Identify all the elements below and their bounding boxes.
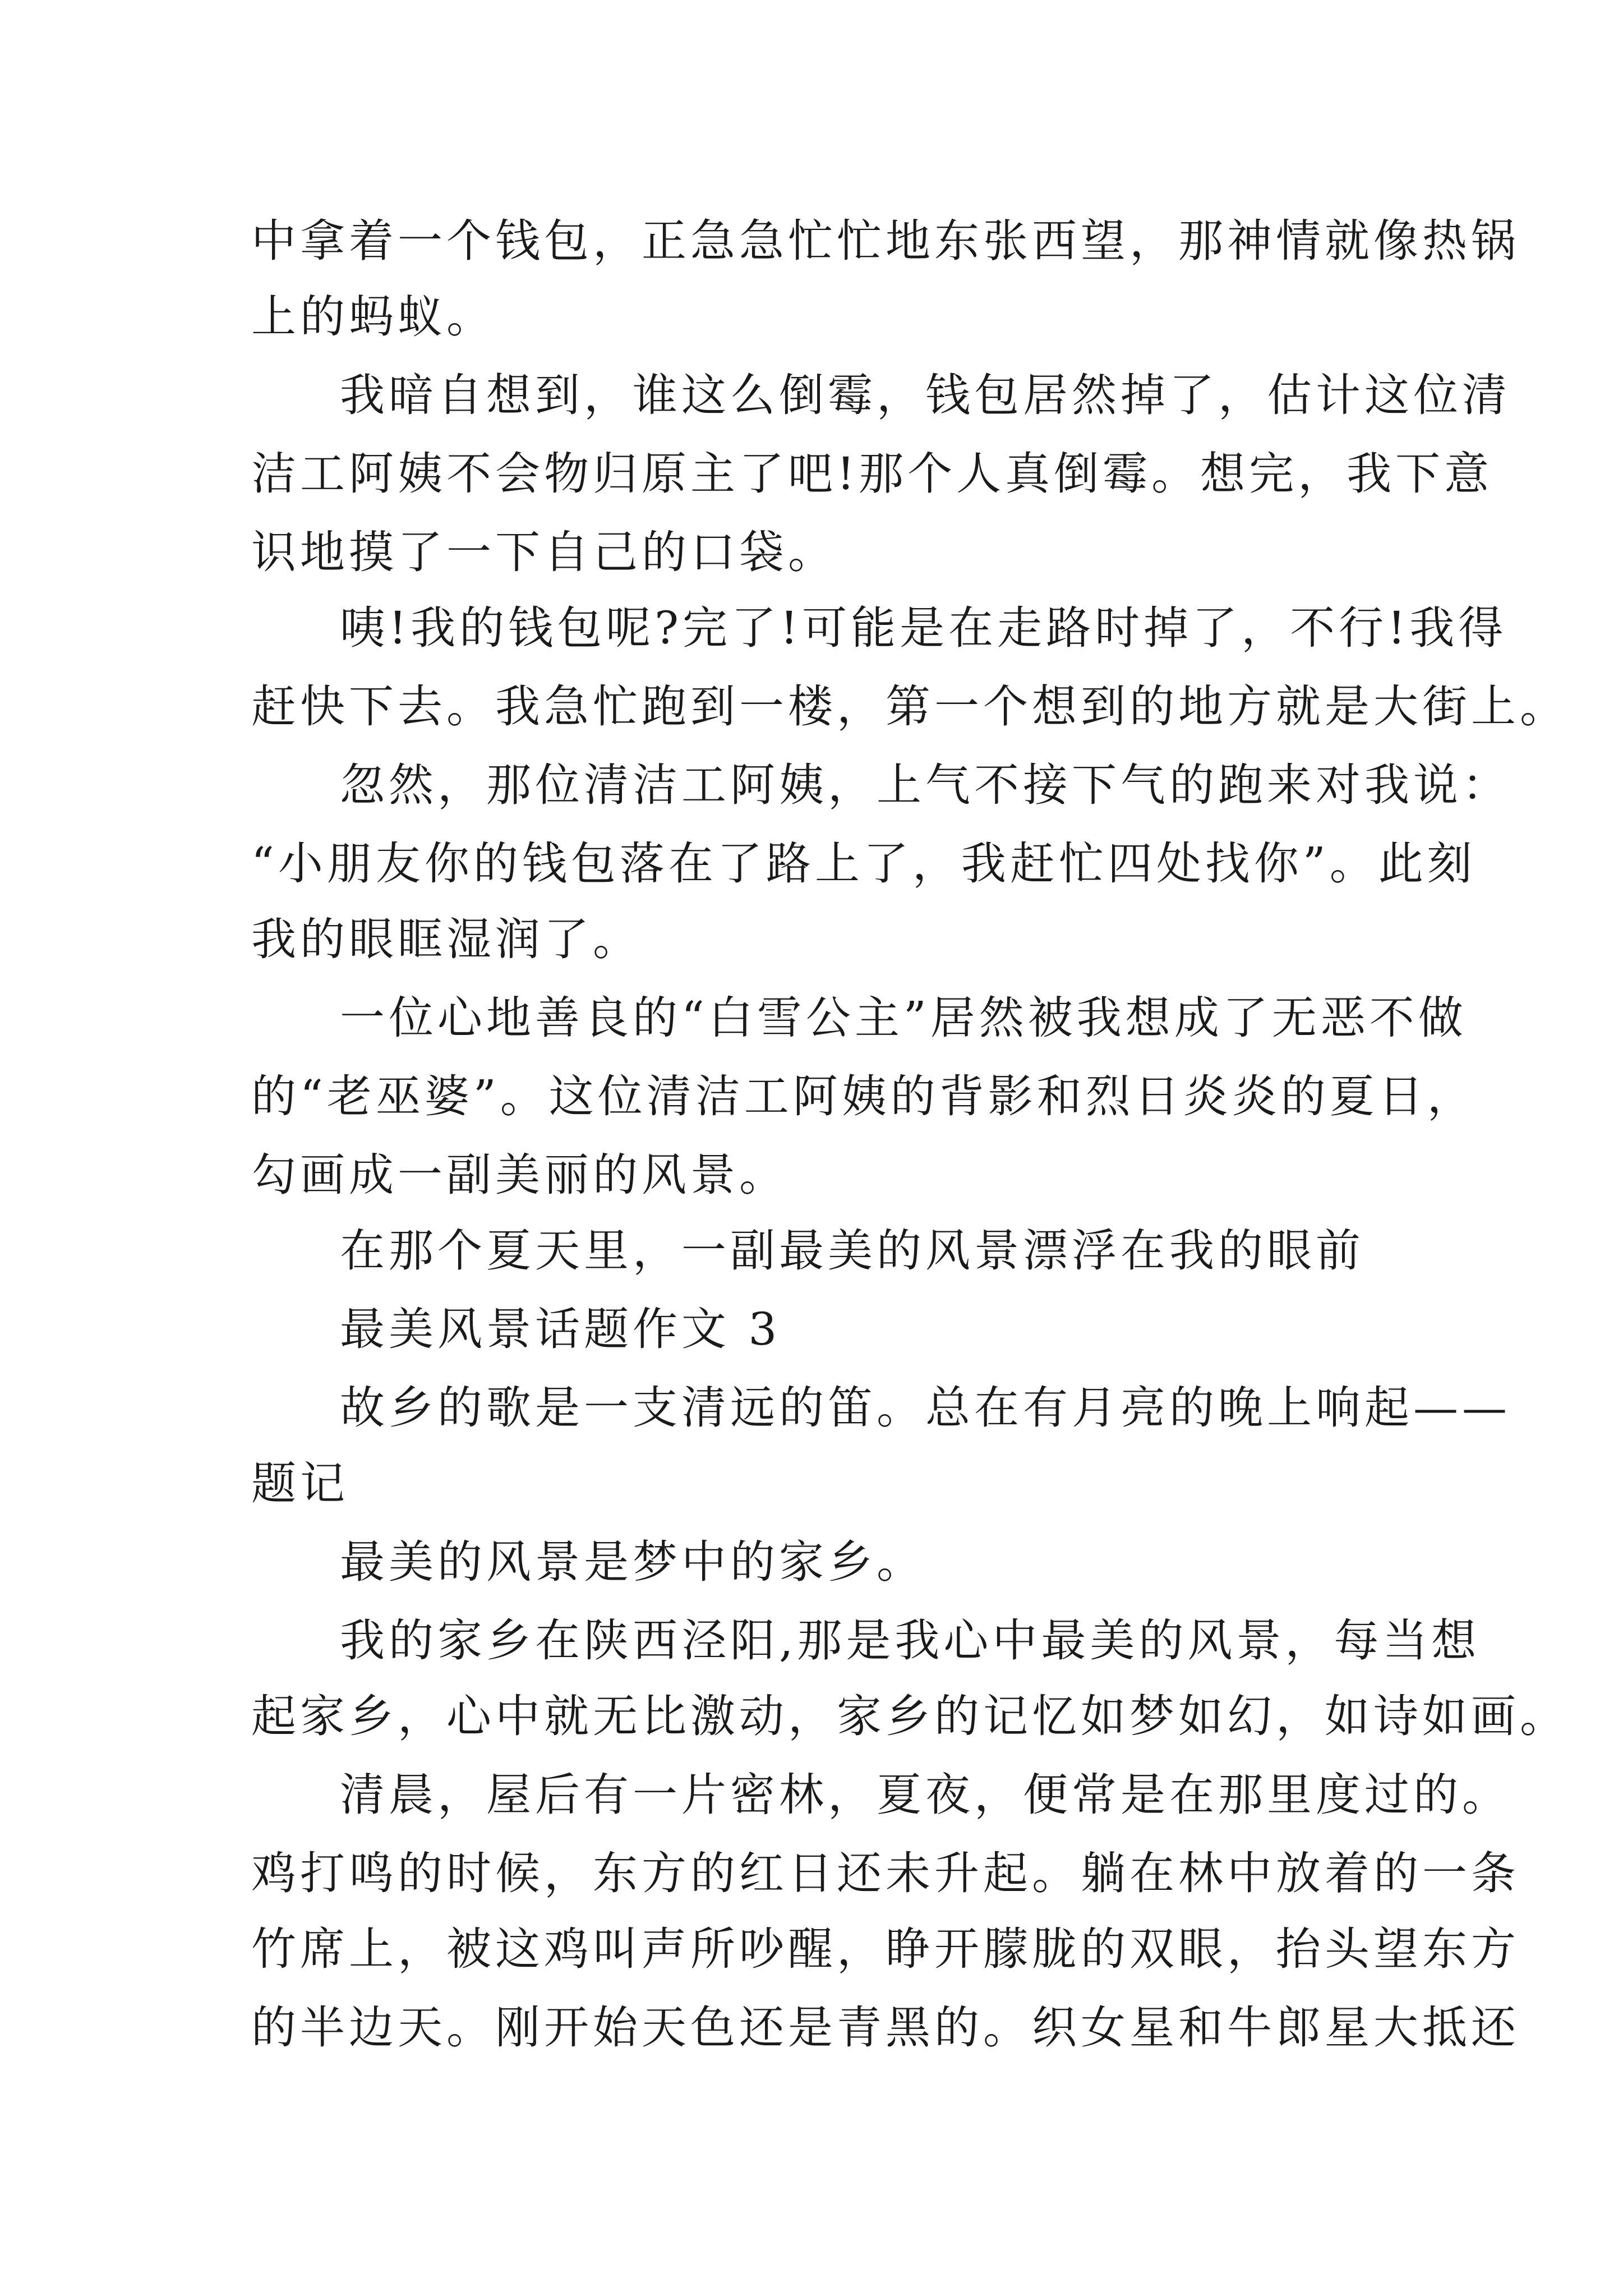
section-heading: 最美风景话题作文 3 bbox=[340, 1303, 781, 1355]
text-line: 中拿着一个钱包，正急急忙忙地东张西望，那神情就像热锅 bbox=[251, 215, 1520, 267]
text-line: 清晨，屋后有一片密林，夏夜，便常是在那里度过的。 bbox=[340, 1769, 1511, 1821]
text-line: 识地摸了一下自己的口袋。 bbox=[251, 526, 837, 578]
text-line: 我暗自想到，谁这么倒霉，钱包居然掉了，估计这位清 bbox=[340, 369, 1511, 421]
text-line: 一位心地善良的“白雪公主”居然被我想成了无恶不做 bbox=[340, 992, 1467, 1044]
text-line: 题记 bbox=[251, 1457, 349, 1510]
text-line: 的半边天。刚开始天色还是青黑的。织女星和牛郎星大抵还 bbox=[251, 2001, 1520, 2054]
text-line: 鸡打鸣的时候，东方的红日还未升起。躺在林中放着的一条 bbox=[251, 1847, 1520, 1899]
text-line: 勾画成一副美丽的风景。 bbox=[251, 1149, 788, 1201]
text-line: “小朋友你的钱包落在了路上了，我赶忙四处找你”。此刻 bbox=[251, 838, 1476, 890]
text-line: 的“老巫婆”。这位清洁工阿姨的背影和烈日炎炎的夏日， bbox=[251, 1070, 1476, 1122]
text-line: 上的蚂蚁。 bbox=[251, 291, 495, 343]
text-line: 咦!我的钱包呢?完了!可能是在走路时掉了，不行!我得 bbox=[340, 602, 1507, 654]
text-line: 赶快下去。我急忙跑到一楼，第一个想到的地方就是大街上。 bbox=[251, 680, 1569, 733]
text-line: 我的眼眶湿润了。 bbox=[251, 913, 642, 965]
text-line: 最美的风景是梦中的家乡。 bbox=[340, 1536, 925, 1588]
text-line: 起家乡，心中就无比激动，家乡的记忆如梦如幻，如诗如画。 bbox=[251, 1690, 1569, 1742]
text-line: 忽然，那位清洁工阿姨，上气不接下气的跑来对我说： bbox=[340, 759, 1511, 811]
text-line: 在那个夏天里，一副最美的风景漂浮在我的眼前 bbox=[340, 1225, 1364, 1277]
text-line: 故乡的歌是一支清远的笛。总在有月亮的晚上响起—— bbox=[340, 1382, 1511, 1434]
text-line: 我的家乡在陕西泾阳,那是我心中最美的风景，每当想 bbox=[340, 1614, 1481, 1667]
text-line: 洁工阿姨不会物归原主了吧!那个人真倒霉。想完，我下意 bbox=[251, 448, 1493, 500]
text-line: 竹席上，被这鸡叫声所吵醒，睁开朦胧的双眼，抬头望东方 bbox=[251, 1923, 1520, 1975]
